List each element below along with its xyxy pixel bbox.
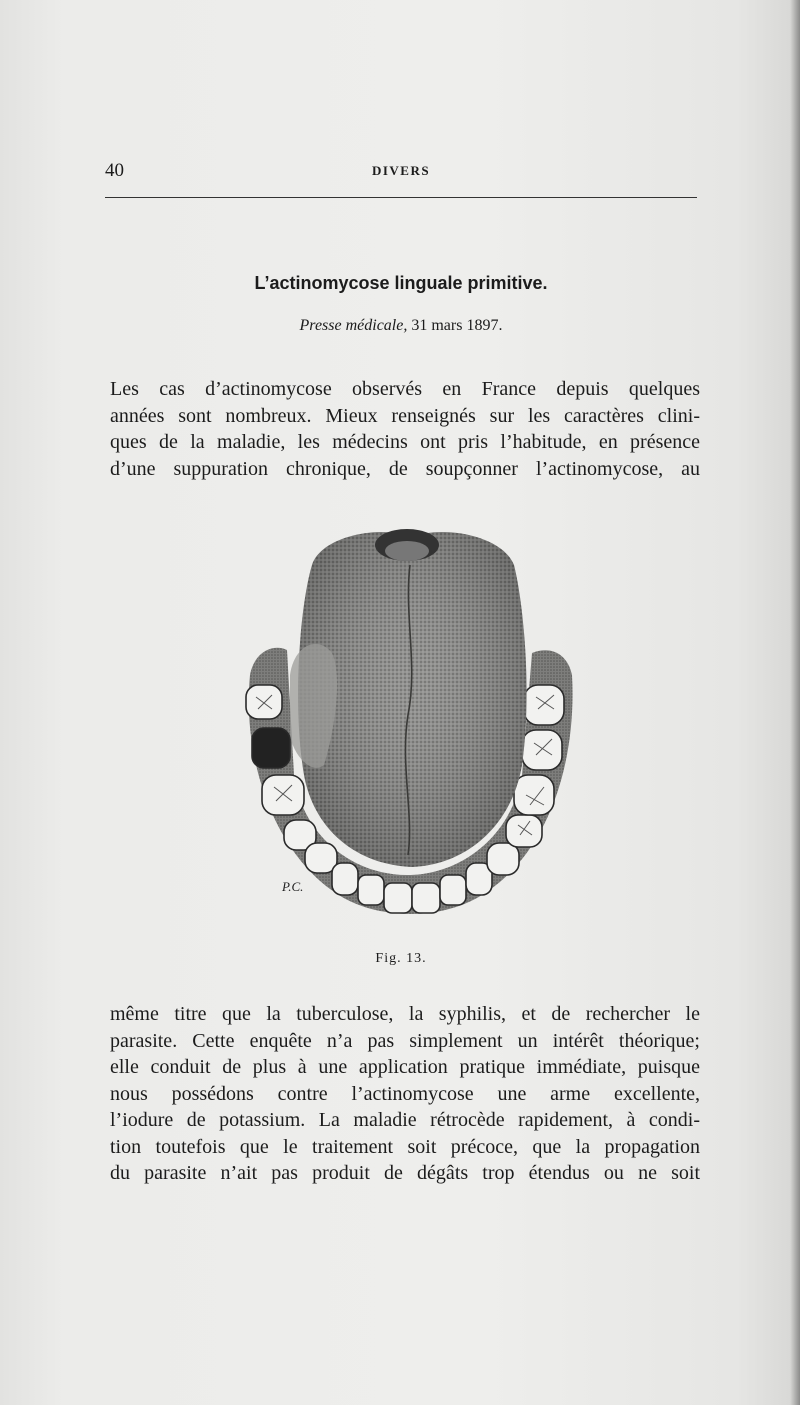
paragraph-line: elle conduit de plus à une application pratique immédiate, puisque bbox=[110, 1056, 700, 1078]
paragraph-line: parasite. Cette enquête n’a pas simplement un intérêt théorique; bbox=[110, 1029, 700, 1052]
article-source bbox=[105, 317, 697, 335]
paragraph-line: ques de la maladie, les médecins ont pris l’habitude, en présence bbox=[110, 431, 700, 453]
paragraph-line: d’une suppuration chronique, de soupçonner l’actinomycose, au bbox=[110, 457, 700, 480]
source-journal: Presse médicale, bbox=[299, 317, 408, 334]
header-rule bbox=[105, 197, 697, 198]
page-number: 40 bbox=[105, 160, 124, 181]
paragraph-line: du parasite n’ait pas produit de dégâts trop étendus ou ne soit bbox=[110, 1162, 700, 1184]
paragraph-line: l’iodure de potassium. La maladie rétrocède rapidement, à condi- bbox=[110, 1109, 700, 1131]
source-date: 31 mars 1897. bbox=[411, 317, 503, 334]
paragraph-1 bbox=[110, 376, 700, 482]
figure-caption: Fig. 13. bbox=[375, 951, 427, 966]
paragraph-line: tion toutefois que le traitement soit précoce, que la propagation bbox=[110, 1135, 700, 1158]
paragraph-line: même titre que la tuberculose, la syphilis, et de rechercher le bbox=[110, 1003, 700, 1025]
running-head: DIVERS bbox=[371, 163, 431, 178]
page-edge-shadow bbox=[790, 0, 800, 1405]
paragraph-line: années sont nombreux. Mieux renseignés sur les caractères clini- bbox=[110, 404, 700, 427]
article-title: L’actinomycose linguale primitive. bbox=[254, 273, 548, 293]
figure-tongue-illustration bbox=[232, 525, 582, 935]
paragraph-2 bbox=[110, 1001, 700, 1187]
figure-signature: P.C. bbox=[282, 879, 304, 894]
paragraph-line: Les cas d’actinomycose observés en France depuis quelques bbox=[110, 378, 700, 400]
page-header bbox=[105, 160, 697, 186]
tongue-illustration bbox=[232, 525, 582, 935]
paragraph-line: nous possédons contre l’actinomycose une arme excellente, bbox=[110, 1082, 700, 1105]
